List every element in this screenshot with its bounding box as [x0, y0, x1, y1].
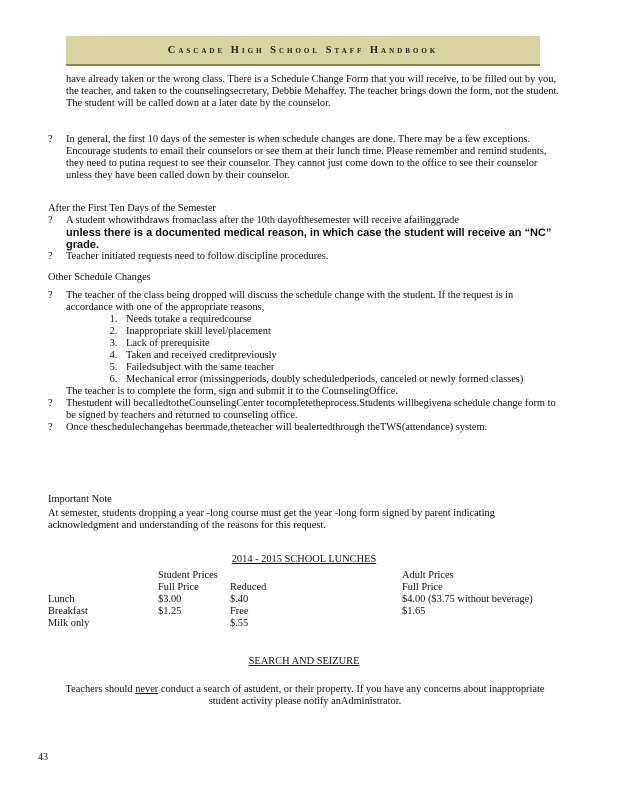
bullet-icon: ? [48, 215, 53, 226]
lunch-prices-table [48, 570, 533, 630]
list-item: 4. Taken and received creditpreviously [120, 350, 560, 362]
search-seizure-paragraph: Teachers should never conduct a search of astudent, or their property. If you have any concerns about inappropriate student activity please notify anAdministrator. [65, 684, 545, 707]
medical-reason-note: unless there is a documented medical reason, in which case the student will receive an “NC” grade. [66, 227, 552, 251]
table-row: Milk only $.55 [48, 618, 249, 629]
bullet-icon: ? [48, 398, 53, 409]
form-instructions: The teacher is to complete the form, sign and submit it to the CounselingOffice. [66, 386, 398, 397]
page-number: 43 [38, 752, 48, 763]
table-row [48, 570, 533, 582]
list-item: 3. Lack of prerequisite [120, 338, 560, 350]
list-item: 1. Needs totake a requiredcourse [120, 314, 560, 326]
search-seizure-title: SEARCH AND SEIZURE [248, 656, 360, 667]
list-item: 2. Inappropriate skill level/placement [120, 326, 560, 338]
section-heading: After the First Ten Days of the Semester [48, 203, 216, 214]
bullet-icon: ? [48, 290, 53, 301]
lunches-title: 2014 - 2015 SCHOOL LUNCHES [231, 554, 377, 565]
adult-prices-header: Adult Prices [402, 570, 454, 581]
list-item: 5. Failedsubject with the same teacher [120, 362, 560, 374]
table-row: Lunch $3.00 $.40 $4.00 ($3.75 without beverage) [48, 594, 533, 605]
bullet-icon: ? [48, 134, 53, 145]
section-heading: Important Note [48, 494, 112, 505]
handbook-title: Cascade High School Staff Handbook [167, 45, 439, 56]
bullet-icon: ? [48, 422, 53, 433]
list-item: 6. Mechanical error (missingperiods, doubly scheduledperiods, canceled or newly formed classes) [120, 374, 560, 386]
general-bullet: ? In general, the first 10 days of the semester is when schedule changes are done. There may be a few exceptions. Encourage students to email their counselors or see them at their lunch time. Please remember and remind students, they need to putina request to see their counselor. They cannot just come down to the office to see their counselor unless they have been called down by their counselor. [48, 134, 547, 181]
never-emphasis: never [135, 684, 159, 695]
important-note: Important Note At semester, students dropping a year -long course must get the year -long form signed by parent indicating acknowledgment and understanding of the reasons for this request. [48, 494, 560, 532]
header-band [66, 36, 540, 66]
bullet-icon: ? [48, 251, 53, 262]
section-heading: Other Schedule Changes [48, 272, 151, 283]
student-prices-header: Student Prices [158, 570, 218, 581]
other-changes-section: Other Schedule Changes ? The teacher of the class being dropped will discuss the schedule change with the student. If the request is in accordance with one of the appropriate reasons, 1. Needs totake a requiredcourse 2. Inappropriate skill level/placement 3. Lack of prerequisite 4. Taken and received creditpreviously 5. Failedsubject with the same teacher 6. Mechanical error (missingperiods, doubly scheduledperiods, canceled or newly formed classes) The teacher is to complete the form, sign and submit it to the CounselingOffice. ? Thestudent will becalledtotheCounselingCenter tocompletetheprocess.Students willbegivena schedule change form to be signed by teachers and returned to counseling office. ? Once theschedulechangehas beenmade,theteacher will bealertedthrough theTWS(attendance) system. [48, 272, 560, 434]
table-row: Breakfast $1.25 Free $1.65 [48, 606, 426, 617]
continuation-paragraph: have already taken or the wrong class. There is a Schedule Change Form that you will receive, to be filled out by you, the teacher, and taken to the counselingsecretary, Debbie Mehaffey. The teacher brings down the form, not the student. The student will be called down at a later date by the counselor. [66, 74, 559, 109]
after-ten-days-section: After the First Ten Days of the Semester ? A student whowithdraws fromaclass after the 10th dayofthesemester will receive afailinggrade unless there is a documented medical reason, in which case the student will receive an “NC” grade. ? Teacher initiated requests need to follow discipline procedures. [48, 203, 560, 263]
reasons-list [48, 314, 560, 386]
table-row: Full Price Reduced Full Price [158, 582, 443, 593]
